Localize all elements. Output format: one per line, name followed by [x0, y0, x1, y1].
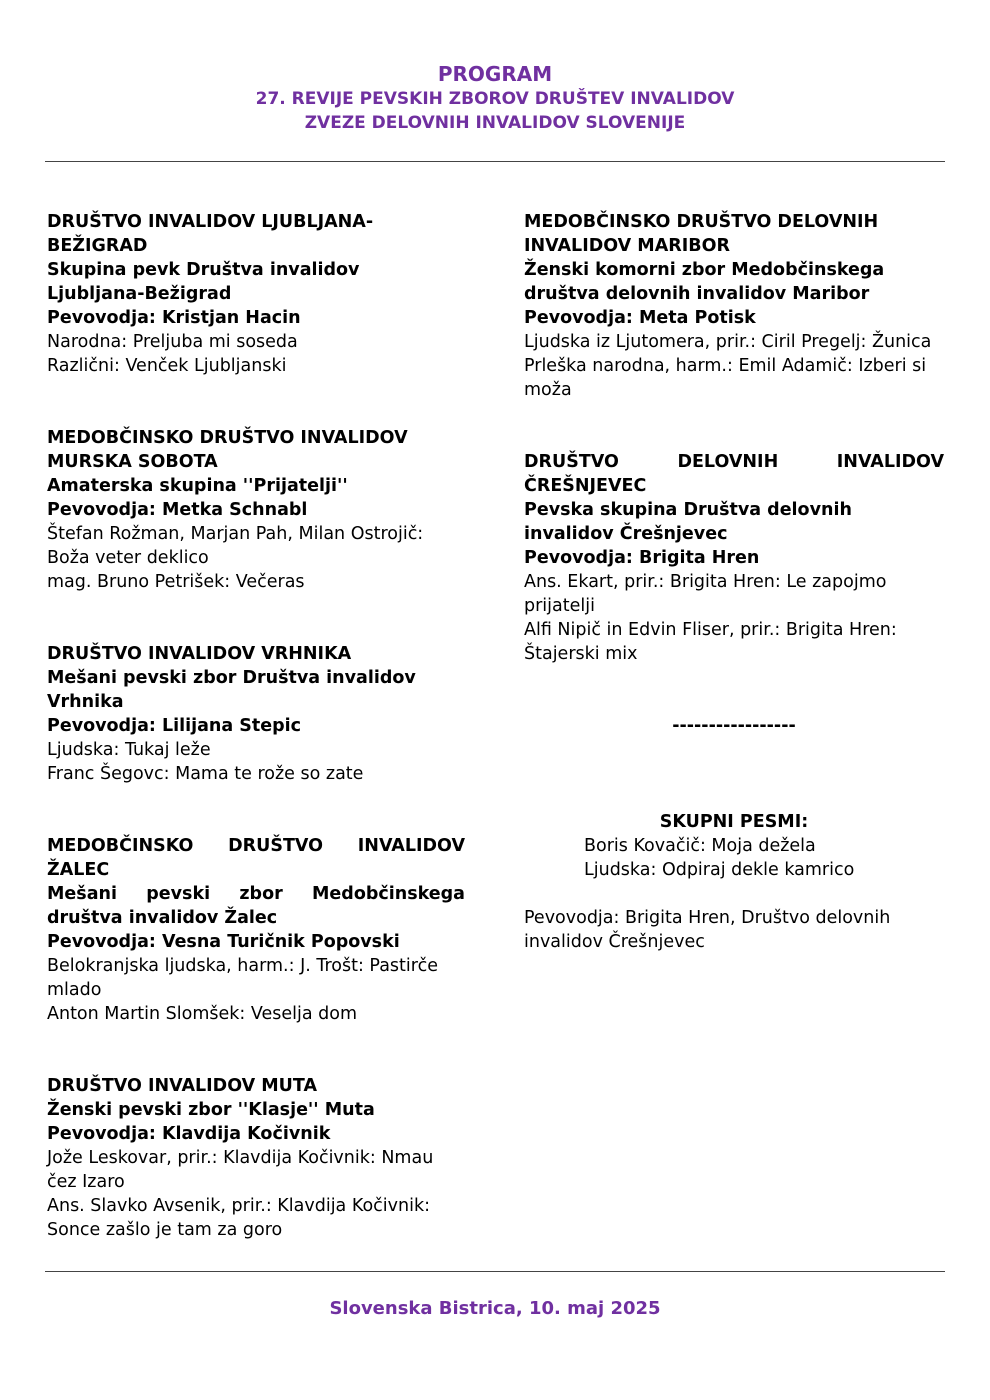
song: Štajerski mix: [524, 644, 638, 664]
footer-place-date: Slovenska Bistrica, 10. maj 2025: [329, 1298, 661, 1319]
org-name: BEŽIGRAD: [47, 236, 148, 256]
song: Ljudska: Tukaj leže: [47, 740, 211, 760]
choir-name: Mešani pevski zbor Medobčinskega: [47, 884, 465, 904]
choir-name: Vrhnika: [47, 692, 124, 712]
conductor: Pevovodja: Metka Schnabl: [47, 500, 308, 520]
choir-name: Skupina pevk Društva invalidov: [47, 260, 360, 280]
song: Prleška narodna, harm.: Emil Adamič: Izberi si: [524, 356, 927, 376]
program-entry: [47, 426, 465, 594]
bottom-divider: [45, 1271, 945, 1272]
org-name: DRUŠTVO INVALIDOV VRHNIKA: [47, 644, 352, 664]
org-name: DRUŠTVO INVALIDOV MUTA: [47, 1076, 317, 1096]
song: Boža veter deklico: [47, 548, 209, 568]
song: Anton Martin Slomšek: Veselja dom: [47, 1004, 358, 1024]
top-divider: [45, 161, 945, 162]
conductor: Pevovodja: Kristjan Hacin: [47, 308, 301, 328]
song: Ljudska: Odpiraj dekle kamrico: [584, 860, 855, 880]
conductor: Pevovodja: Meta Potisk: [524, 308, 756, 328]
song: Franc Šegovc: Mama te rože so zate: [47, 764, 364, 784]
song: čez Izaro: [47, 1172, 125, 1192]
conductor: Pevovodja: Brigita Hren: [524, 548, 760, 568]
choir-name: Ljubljana-Bežigrad: [47, 284, 232, 304]
song: Sonce zašlo je tam za goro: [47, 1220, 283, 1240]
song: Boris Kovačič: Moja dežela: [584, 836, 816, 856]
joint-songs: [524, 810, 944, 954]
song: Narodna: Preljuba mi soseda: [47, 332, 298, 352]
section-separator: -----------------: [672, 716, 796, 736]
org-name: DRUŠTVO DELOVNIH INVALIDOV: [524, 452, 944, 472]
conductor: Pevovodja: Lilijana Stepic: [47, 716, 302, 736]
left-column: [47, 210, 465, 1242]
song: Različni: Venček Ljubljanski: [47, 356, 287, 376]
song: Jože Leskovar, prir.: Klavdija Kočivnik: Nmau: [47, 1148, 434, 1168]
song: Belokranjska ljudska, harm.: J. Trošt: Pastirče: [47, 956, 438, 976]
song: mag. Bruno Petrišek: Večeras: [47, 572, 305, 592]
org-name: ČREŠNJEVEC: [524, 476, 647, 496]
org-name: MEDOBČINSKO DRUŠTVO INVALIDOV: [47, 428, 408, 448]
song: moža: [524, 380, 572, 400]
org-name: MURSKA SOBOTA: [47, 452, 218, 472]
song: prijatelji: [524, 596, 595, 616]
program-title: PROGRAM: [437, 62, 553, 86]
program-entry: [47, 642, 465, 786]
joint-conductor: Pevovodja: Brigita Hren, Društvo delovnih: [524, 908, 891, 928]
org-name: MEDOBČINSKO DRUŠTVO DELOVNIH: [524, 212, 879, 232]
org-name: MEDOBČINSKO DRUŠTVO INVALIDOV: [47, 836, 465, 856]
choir-name: Mešani pevski zbor Društva invalidov: [47, 668, 416, 688]
program-subtitle-line2: ZVEZE DELOVNIH INVALIDOV SLOVENIJE: [304, 113, 686, 133]
program-entry: [47, 834, 465, 1026]
org-name: ŽALEC: [47, 860, 110, 880]
program-entry: [524, 450, 944, 666]
joint-songs-heading: SKUPNI PESMI:: [659, 812, 809, 832]
song: Ans. Ekart, prir.: Brigita Hren: Le zapojmo: [524, 572, 887, 592]
org-name: INVALIDOV MARIBOR: [524, 236, 730, 256]
program-entry: [47, 210, 465, 378]
choir-name: Ženski komorni zbor Medobčinskega: [524, 260, 885, 280]
joint-conductor: invalidov Črešnjevec: [524, 932, 705, 952]
program-subtitle-line1: 27. REVIJE PEVSKIH ZBOROV DRUŠTEV INVALIDOV: [255, 89, 735, 109]
song: Ans. Slavko Avsenik, prir.: Klavdija Kočivnik:: [47, 1196, 430, 1216]
choir-name: invalidov Črešnjevec: [524, 524, 728, 544]
choir-name: Ženski pevski zbor ''Klasje'' Muta: [47, 1100, 375, 1120]
conductor: Pevovodja: Klavdija Kočivnik: [47, 1124, 331, 1144]
conductor: Pevovodja: Vesna Turičnik Popovski: [47, 932, 400, 952]
song: Štefan Rožman, Marjan Pah, Milan Ostrojič:: [47, 524, 424, 544]
choir-name: društva invalidov Žalec: [47, 908, 278, 928]
org-name: DRUŠTVO INVALIDOV LJUBLJANA-: [47, 212, 374, 232]
choir-name: Pevska skupina Društva delovnih: [524, 500, 852, 520]
song: Ljudska iz Ljutomera, prir.: Ciril Pregelj: Žunica: [524, 332, 932, 352]
song: Alfi Nipič in Edvin Fliser, prir.: Brigita Hren:: [524, 620, 897, 640]
right-column: [524, 210, 944, 954]
choir-name: Amaterska skupina ''Prijatelji'': [47, 476, 348, 496]
program-entry: [47, 1074, 465, 1242]
choir-name: društva delovnih invalidov Maribor: [524, 284, 870, 304]
song: mlado: [47, 980, 102, 1000]
program-entry: [524, 210, 944, 402]
